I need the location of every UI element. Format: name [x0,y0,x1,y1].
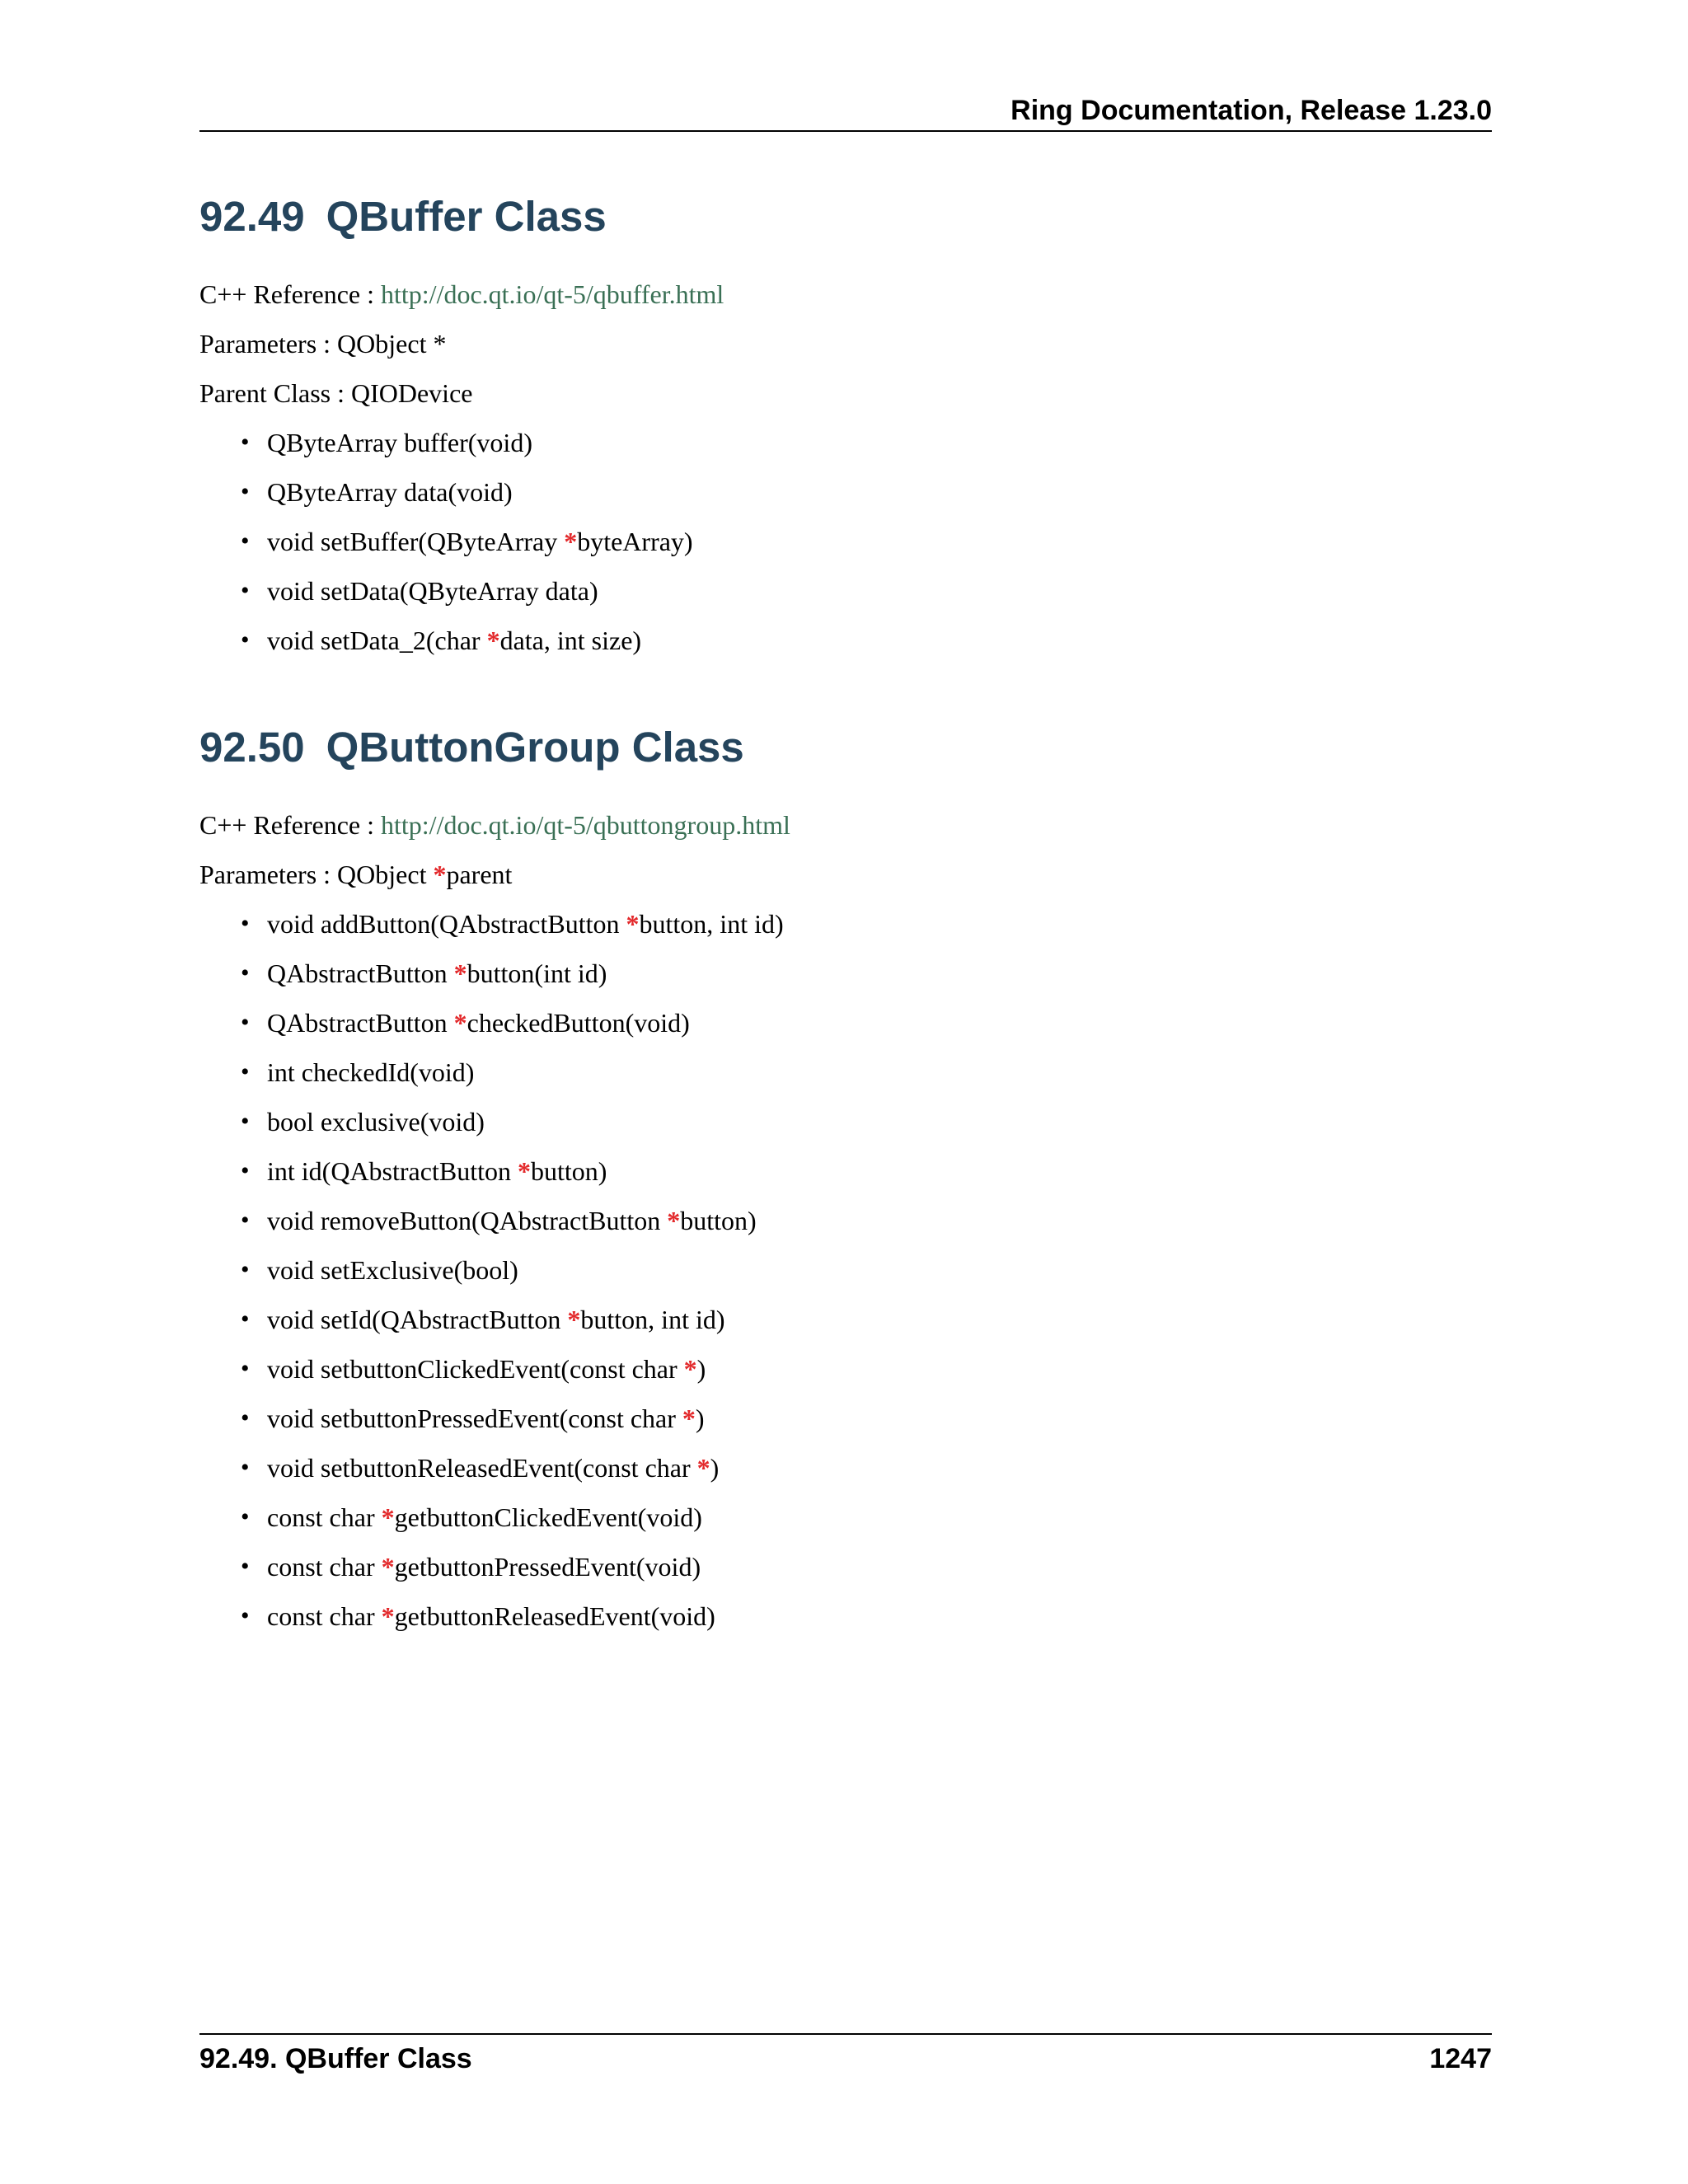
method-signature-tail: getbuttonPressedEvent(void) [394,1552,701,1582]
method-signature: QAbstractButton [267,1008,454,1038]
pointer-asterisk: * [682,1404,696,1433]
running-header-title: Ring Documentation, Release 1.23.0 [1010,95,1492,126]
method-signature-tail: byteArray) [577,527,693,556]
method-list [199,418,1492,665]
parameters-value-tail: * [433,329,447,359]
pointer-asterisk: * [567,1305,581,1334]
bullet-icon: • [241,577,250,604]
method-item [241,517,1492,566]
cpp-reference-label: C++ Reference : [199,810,381,840]
method-item [241,1245,1492,1295]
method-signature: void setId(QAbstractButton [267,1305,568,1334]
method-item [241,1493,1492,1542]
parameters-value-tail: parent [446,860,513,889]
method-signature: QAbstractButton [267,958,454,988]
pointer-asterisk: * [667,1206,681,1235]
bullet-icon: • [241,1454,250,1481]
method-signature-tail: button, int id) [580,1305,725,1334]
method-signature-tail: button) [530,1156,607,1186]
method-item [241,1344,1492,1394]
method-signature: int checkedId(void) [267,1057,475,1087]
parameters-asterisk: * [433,860,447,889]
class-info [199,800,1492,899]
method-signature: bool exclusive(void) [267,1107,485,1137]
parent-class-label: Parent Class : [199,378,351,408]
footer-page-number: 1247 [1429,2043,1492,2074]
method-signature: void setbuttonClickedEvent(const char [267,1354,684,1384]
method-signature-tail: getbuttonClickedEvent(void) [394,1502,702,1532]
footer-section-title: 92.49. QBuffer Class [199,2043,472,2074]
method-item [241,1097,1492,1146]
bullet-icon: • [241,1404,250,1432]
method-list [199,899,1492,1641]
section-heading [199,715,1492,780]
section-number: 92.49 [199,193,305,240]
pointer-asterisk: * [486,626,500,655]
section-qbuttongroup [199,715,1492,1641]
method-item [241,1295,1492,1344]
method-signature-tail: checkedButton(void) [467,1008,690,1038]
bullet-icon: • [241,1305,250,1333]
parent-class-value: QIODevice [350,378,473,408]
bullet-icon: • [241,910,250,937]
method-signature: void setBuffer(QByteArray [267,527,565,556]
bullet-icon: • [241,959,250,987]
method-signature: void setData(QByteArray data) [267,576,598,606]
section-number: 92.50 [199,724,305,771]
parent-class-line [199,368,1492,418]
method-signature: const char [267,1601,382,1631]
bullet-icon: • [241,478,250,505]
pointer-asterisk: * [453,1008,467,1038]
method-item [241,616,1492,665]
bullet-icon: • [241,626,250,654]
method-signature-tail: button) [680,1206,757,1235]
method-item [241,949,1492,998]
bullet-icon: • [241,1355,250,1382]
class-info [199,269,1492,418]
method-signature-tail: button(int id) [467,958,607,988]
cpp-reference-label: C++ Reference : [199,279,381,309]
method-signature-tail: getbuttonReleasedEvent(void) [394,1601,715,1631]
cpp-reference-line [199,269,1492,319]
bullet-icon: • [241,1207,250,1234]
method-signature: QByteArray data(void) [267,477,513,507]
method-item [241,467,1492,517]
bullet-icon: • [241,1157,250,1184]
method-item [241,418,1492,467]
running-header [199,92,1492,132]
parameters-value: QObject [337,329,434,359]
method-item [241,1443,1492,1493]
method-signature: void setExclusive(bool) [267,1255,518,1285]
bullet-icon: • [241,429,250,456]
method-signature: void removeButton(QAbstractButton [267,1206,668,1235]
pointer-asterisk: * [453,958,467,988]
method-item [241,899,1492,949]
pointer-asterisk: * [381,1552,395,1582]
cpp-reference-link[interactable]: http://doc.qt.io/qt-5/qbuffer.html [381,279,724,309]
parameters-value: QObject [337,860,434,889]
parameters-line [199,319,1492,368]
parameters-line [199,850,1492,899]
method-item [241,1047,1492,1097]
pointer-asterisk: * [696,1453,710,1483]
bullet-icon: • [241,1553,250,1580]
pointer-asterisk: * [381,1502,395,1532]
method-signature-tail: button, int id) [639,909,784,939]
bullet-icon: • [241,1602,250,1629]
bullet-icon: • [241,1009,250,1036]
method-signature-tail: data, int size) [499,626,642,655]
method-signature-tail: ) [695,1404,705,1433]
method-item [241,998,1492,1047]
bullet-icon: • [241,1256,250,1283]
bullet-icon: • [241,527,250,555]
method-item [241,566,1492,616]
cpp-reference-link[interactable]: http://doc.qt.io/qt-5/qbuttongroup.html [381,810,790,840]
method-signature: QByteArray buffer(void) [267,428,532,457]
bullet-icon: • [241,1108,250,1135]
running-footer [199,2033,1492,2083]
method-signature: void addButton(QAbstractButton [267,909,626,939]
bullet-icon: • [241,1058,250,1085]
method-signature: const char [267,1552,382,1582]
method-item [241,1196,1492,1245]
pointer-asterisk: * [626,909,640,939]
pointer-asterisk: * [564,527,578,556]
pointer-asterisk: * [517,1156,531,1186]
method-signature: int id(QAbstractButton [267,1156,518,1186]
method-item [241,1146,1492,1196]
section-title: QButtonGroup Class [326,724,744,771]
method-item [241,1542,1492,1591]
cpp-reference-line [199,800,1492,850]
parameters-label: Parameters : [199,860,338,889]
method-signature-tail: ) [710,1453,720,1483]
document-page [199,0,1492,2184]
method-signature: void setbuttonPressedEvent(const char [267,1404,682,1433]
parameters-label: Parameters : [199,329,338,359]
section-heading [199,184,1492,250]
bullet-icon: • [241,1503,250,1530]
pointer-asterisk: * [381,1601,395,1631]
section-title: QBuffer Class [326,193,607,240]
method-item [241,1591,1492,1641]
method-signature: void setbuttonReleasedEvent(const char [267,1453,697,1483]
method-item [241,1394,1492,1443]
method-signature-tail: ) [696,1354,706,1384]
pointer-asterisk: * [683,1354,697,1384]
method-signature: void setData_2(char [267,626,487,655]
method-signature: const char [267,1502,382,1532]
section-qbuffer [199,184,1492,665]
